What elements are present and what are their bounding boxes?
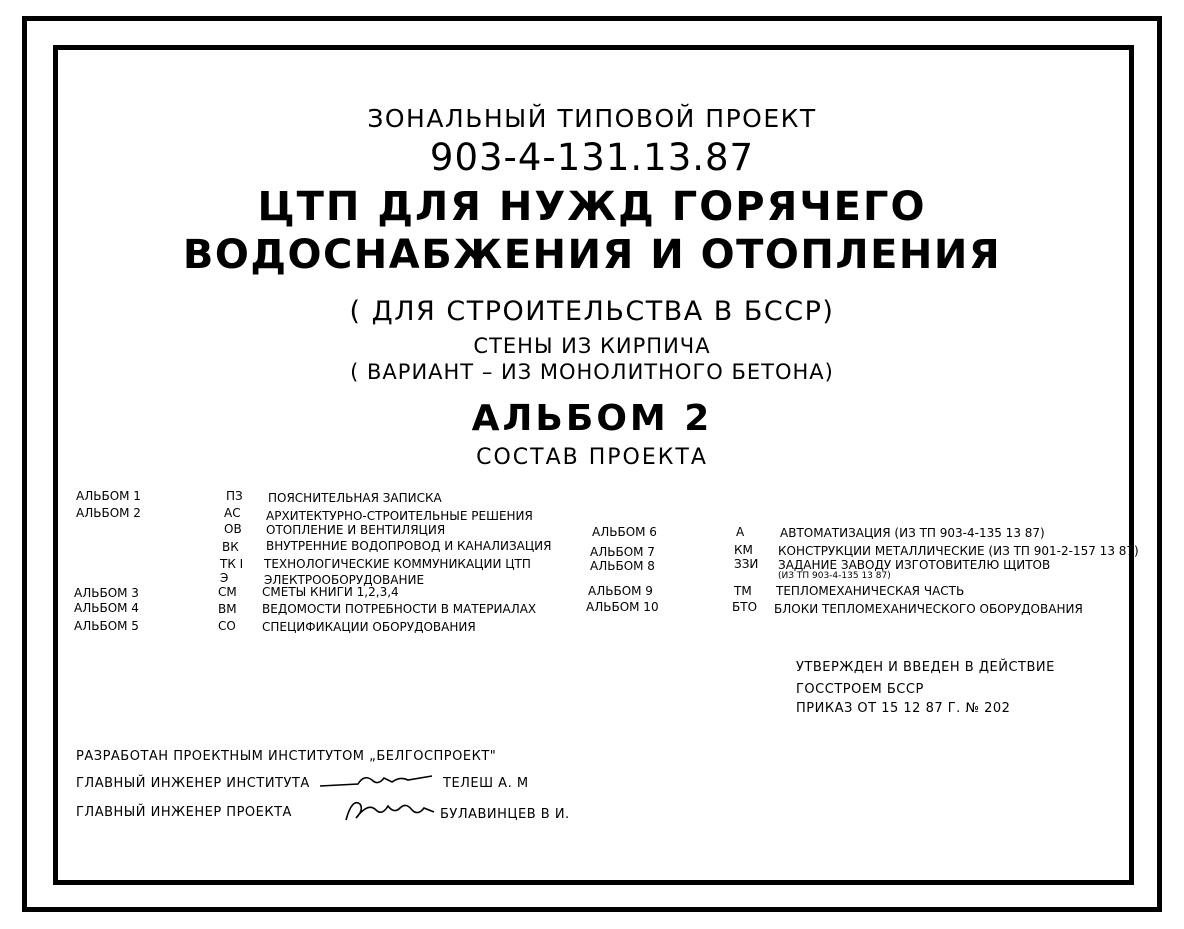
section-code: ВМ — [218, 602, 237, 616]
section-code: БТО — [732, 600, 758, 614]
approval-line3: ПРИКАЗ ОТ 15 12 87 Г. № 202 — [796, 701, 1011, 716]
section-code: СО — [218, 619, 236, 633]
section-code: А — [736, 525, 745, 539]
section-desc: СПЕЦИФИКАЦИИ ОБОРУДОВАНИЯ — [262, 620, 476, 634]
chief-project-name: БУЛАВИНЦЕВ В И. — [440, 807, 570, 822]
section-desc: ТЕПЛОМЕХАНИЧЕСКАЯ ЧАСТЬ — [776, 584, 965, 598]
album-label: АЛЬБОМ 5 — [74, 619, 139, 633]
album-label: АЛЬБОМ 4 — [74, 601, 139, 615]
section-code: ТК I — [220, 557, 244, 571]
section-code: КМ — [734, 543, 753, 557]
section-code: ОВ — [224, 522, 242, 536]
album-label: АЛЬБОМ 10 — [586, 600, 659, 614]
album-label: АЛЬБОМ 2 — [76, 506, 141, 520]
composition-heading: СОСТАВ ПРОЕКТА — [476, 445, 708, 470]
section-desc: ЗАДАНИЕ ЗАВОДУ ИЗГОТОВИТЕЛЮ ЩИТОВ — [778, 558, 1051, 572]
project-type: ЗОНАЛЬНЫЙ ТИПОВОЙ ПРОЕКТ — [367, 104, 817, 133]
section-code: ПЗ — [226, 489, 243, 503]
project-purpose: ( ДЛЯ СТРОИТЕЛЬСТВА В БССР) — [349, 296, 835, 327]
section-code: ТМ — [734, 584, 752, 598]
section-code: ВК — [222, 540, 239, 554]
album-label: АЛЬБОМ 8 — [590, 559, 655, 573]
chief-institute-label: ГЛАВНЫЙ ИНЖЕНЕР ИНСТИТУТА — [76, 776, 310, 791]
section-desc: ОТОПЛЕНИЕ И ВЕНТИЛЯЦИЯ — [266, 523, 446, 537]
album-label: АЛЬБОМ 9 — [588, 584, 653, 598]
section-desc: ВЕДОМОСТИ ПОТРЕБНОСТИ В МАТЕРИАЛАХ — [262, 602, 537, 616]
chief-institute-name: ТЕЛЕШ А. М — [443, 776, 529, 791]
section-code: Э — [220, 571, 229, 585]
section-desc: АРХИТЕКТУРНО-СТРОИТЕЛЬНЫЕ РЕШЕНИЯ — [266, 509, 533, 523]
project-name-line1: ЦТП ДЛЯ НУЖД ГОРЯЧЕГО — [257, 184, 927, 230]
section-code: СМ — [218, 585, 237, 599]
section-desc: АВТОМАТИЗАЦИЯ (ИЗ ТП 903-4-135 13 87) — [780, 526, 1045, 540]
album-label: АЛЬБОМ 6 — [592, 525, 657, 539]
section-desc: ПОЯСНИТЕЛЬНАЯ ЗАПИСКА — [268, 491, 442, 505]
approval-line1: УТВЕРЖДЕН И ВВЕДЕН В ДЕЙСТВИЕ — [796, 660, 1055, 675]
album-number: АЛЬБОМ 2 — [471, 398, 713, 439]
approval-line2: ГОССТРОЕМ БССР — [796, 682, 924, 697]
project-variant: ( ВАРИАНТ – ИЗ МОНОЛИТНОГО БЕТОНА) — [350, 360, 834, 384]
project-code: 903-4-131.13.87 — [429, 136, 755, 179]
section-desc: ВНУТРЕННИЕ ВОДОПРОВОД И КАНАЛИЗАЦИЯ — [266, 539, 552, 553]
chief-project-label: ГЛАВНЫЙ ИНЖЕНЕР ПРОЕКТА — [76, 805, 292, 820]
project-name-line2: ВОДОСНАБЖЕНИЯ И ОТОПЛЕНИЯ — [182, 232, 1002, 278]
signature-chief-project — [342, 796, 438, 826]
signature-chief-institute — [318, 770, 434, 792]
project-walls: СТЕНЫ ИЗ КИРПИЧА — [473, 334, 711, 358]
section-desc: КОНСТРУКЦИИ МЕТАЛЛИЧЕСКИЕ (ИЗ ТП 901-2-157 13 87) — [778, 544, 1139, 558]
album-label: АЛЬБОМ 7 — [590, 545, 655, 559]
developer-line: РАЗРАБОТАН ПРОЕКТНЫМ ИНСТИТУТОМ „БЕЛГОСПРОЕКТ" — [76, 749, 497, 764]
section-desc: ТЕХНОЛОГИЧЕСКИЕ КОММУНИКАЦИИ ЦТП — [264, 557, 531, 571]
section-code: ЗЗИ — [734, 557, 759, 571]
section-desc-note: (ИЗ ТП 903-4-135 13 87) — [778, 571, 891, 581]
section-code: АС — [224, 506, 241, 520]
album-label: АЛЬБОМ 3 — [74, 586, 139, 600]
section-desc: ЭЛЕКТРООБОРУДОВАНИЕ — [264, 573, 425, 587]
section-desc: СМЕТЫ КНИГИ 1,2,3,4 — [262, 585, 399, 599]
section-desc: БЛОКИ ТЕПЛОМЕХАНИЧЕСКОГО ОБОРУДОВАНИЯ — [774, 602, 1083, 616]
album-label: АЛЬБОМ 1 — [76, 489, 141, 503]
